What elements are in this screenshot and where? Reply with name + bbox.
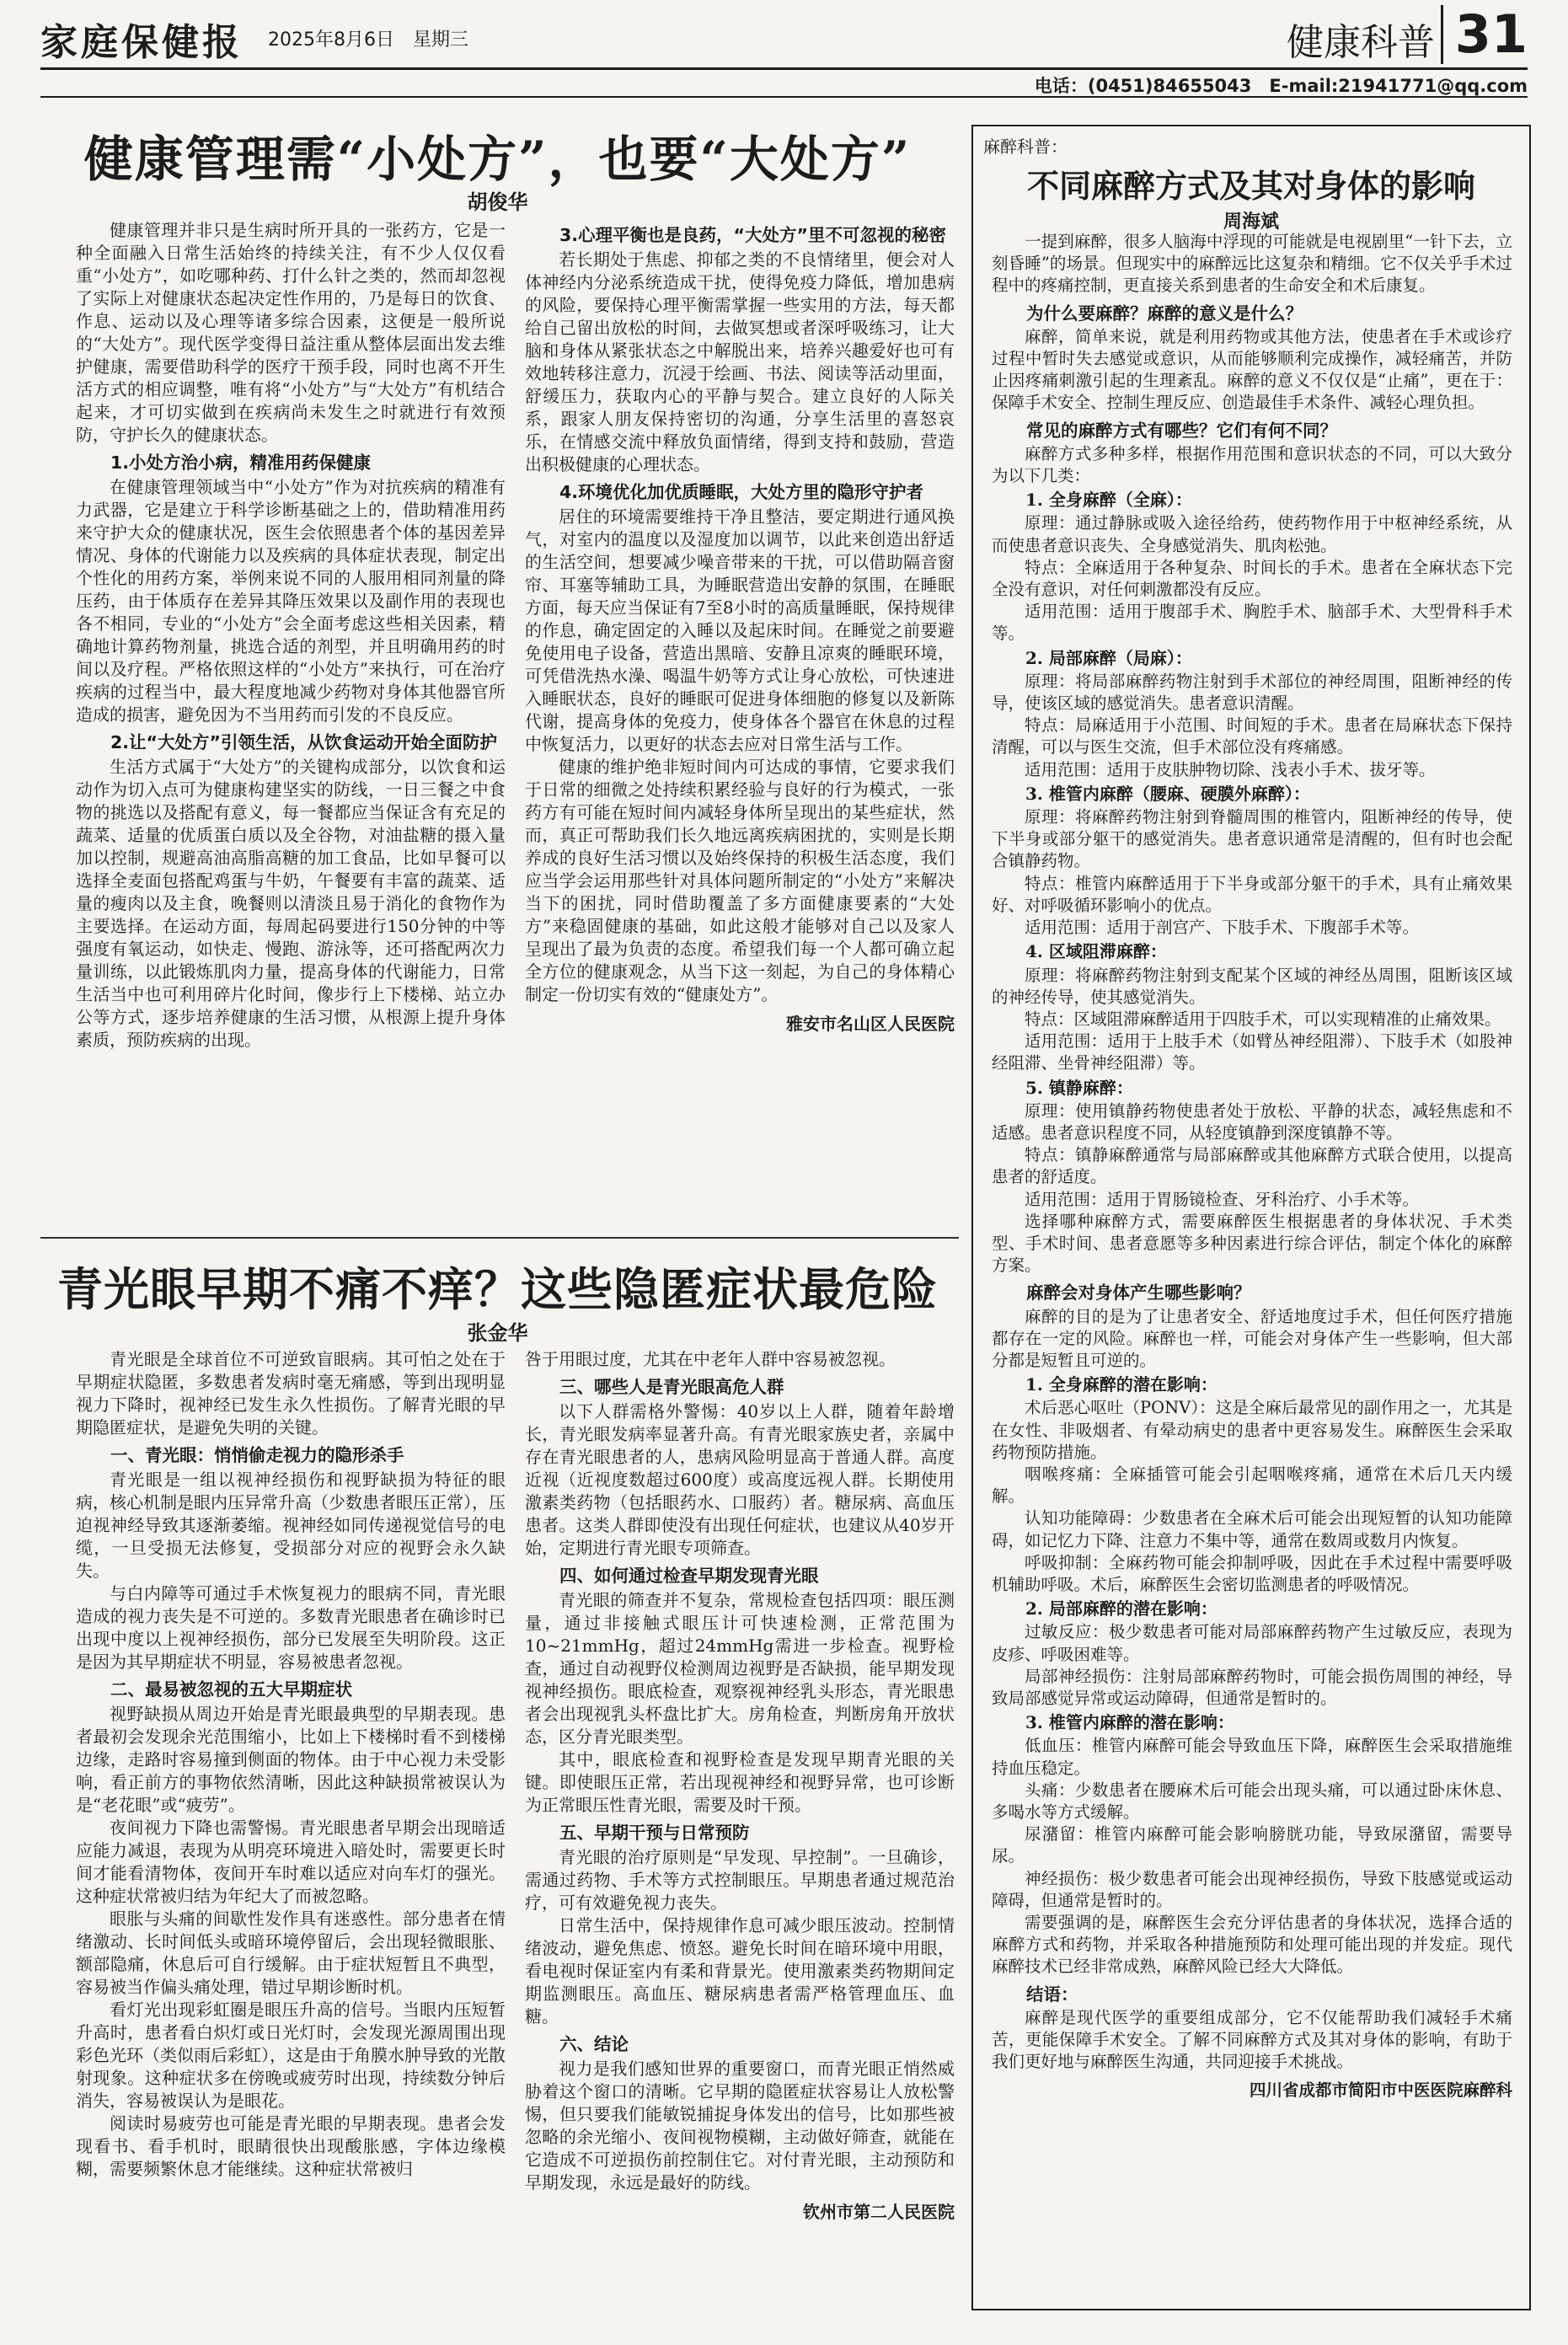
paragraph: 麻醉方式多种多样，根据作用范围和意识状态的不同，可以大致分为以下几类： bbox=[992, 443, 1512, 486]
article-author: 周海斌 bbox=[1223, 211, 1279, 233]
section-title: 健康科普 bbox=[1287, 21, 1435, 64]
paragraph: 其中，眼底检查和视野检查是发现早期青光眼的关键。即使眼压正常，若出现视神经和视野异常，也可诊断为正常眼压性青光眼，需要及时干预。 bbox=[525, 1749, 955, 1815]
paragraph: 咽喉疼痛：全麻插管可能会引起咽喉疼痛，通常在术后几天内缓解。 bbox=[992, 1464, 1512, 1507]
section-heading: 二、最易被忽视的五大早期症状 bbox=[110, 1679, 352, 1700]
author-affiliation: 雅安市名山区人民医院 bbox=[786, 1014, 955, 1034]
paragraph: 与白内障等可通过手术恢复视力的眼病不同，青光眼造成的视力丧失是不可逆的。多数青光眼患者在确诊时已出现中度以上视神经损伤，部分已发展至失明阶段。这正是因为其早期症状不明显，容易被患者忽视。 bbox=[76, 1583, 506, 1672]
paragraph: 居住的环境需要维持干净且整洁，要定期进行通风换气，对室内的温度以及湿度加以调节，以此来创造出舒适的生活空间，想要减少噪音带来的干扰，可以借助隔音窗帘、耳塞等辅助工具，为睡眠营造出安静的氛围，在睡眠方面，每天应当保证有7至8小时的高质量睡眠，保持规律的作息，确定固定的入睡以及起床时间。在睡觉之前要避免使用电子设备，营造出黑暗、安静且凉爽的睡眠环境，可凭借洗热水澡、喝温牛奶等方式让身心放松，可快速进入睡眠状态，良好的睡眠可促进身体细胞的修复以及新陈代谢，提高身体的免疫力，使身体各个器官在休息的过程中恢复活力，以更好的状态去应对日常生活与工作。 bbox=[525, 506, 955, 754]
masthead bbox=[40, 3, 1528, 66]
section-heading: 1.小处方治小病，精准用药保健康 bbox=[110, 452, 372, 473]
paragraph: 眼胀与头痛的间歇性发作具有迷惑性。部分患者在情绪激动、长时间低头或暗环境停留后，会出现轻微眼胀、额部隐痛，休息后可自行缓解。由于症状短暂且不典型，容易被当作偏头痛处理，错过早期诊断时机。 bbox=[76, 1909, 506, 1997]
paragraph-continued: 咎于用眼过度，尤其在中老年人群中容易被忽视。 bbox=[525, 1349, 896, 1369]
section-heading: 三、哪些人是青光眼高危人群 bbox=[559, 1377, 784, 1397]
paragraph: 阅读时易疲劳也可能是青光眼的早期表现。患者会发现看书、看手机时，眼睛很快出现酸胀感，字体边缘模糊，需要频繁休息才能继续。这种症状常被归 bbox=[76, 2113, 506, 2179]
article-column-1 bbox=[76, 219, 506, 1052]
paragraph: 过敏反应：极少数患者可能对局部麻醉药物产生过敏反应，表现为皮疹、呼吸困难等。 bbox=[992, 1622, 1512, 1664]
paragraph: 青光眼是全球首位不可逆致盲眼病。其可怕之处在于早期症状隐匿，多数患者发病时毫无痛感，等到出现明显视力下降时，视神经已发生永久性损伤。了解青光眼的早期隐匿症状，是避免失明的关键。 bbox=[76, 1349, 506, 1438]
article-author: 张金华 bbox=[467, 1321, 528, 1345]
section-heading: 四、如何通过检查早期发现青光眼 bbox=[559, 1566, 819, 1586]
article-anesthesia bbox=[971, 125, 1531, 2310]
paragraph: 麻醉的目的是为了让患者安全、舒适地度过手术，但任何医疗措施都存在一定的风险。麻醉也一样，可能会对身体产生一些影响，但大部分都是短暂且可逆的。 bbox=[992, 1306, 1512, 1370]
page-number: 31 bbox=[1441, 5, 1528, 64]
paragraph: 原理：使用镇静药物使患者处于放松、平静的状态，减轻焦虑和不适感。患者意识程度不同，从轻度镇静到深度镇静不等。 bbox=[992, 1100, 1512, 1143]
contact-line: 电话：(0451)84655043 E-mail:21941771@qq.com bbox=[1034, 76, 1528, 96]
paragraph: 尿潴留：椎管内麻醉可能会影响膀胱功能，导致尿潴留，需要导尿。 bbox=[992, 1824, 1512, 1866]
paragraph: 特点：局麻适用于小范围、时间短的手术。患者在局麻状态下保持清醒，可以与医生交流，但手术部位没有疼痛感。 bbox=[992, 715, 1512, 758]
paragraph: 夜间视力下降也需警惕。青光眼患者早期会出现暗适应能力减退，表现为从明亮环境进入暗处时，需要更长时间才能看清物体，夜间开车时难以适应对向车灯的强光。这种症状常被归结为年纪大了而被忽略。 bbox=[76, 1818, 506, 1906]
article-title: 青光眼早期不痛不痒？这些隐匿症状最危险 bbox=[57, 1262, 938, 1316]
paragraph: 术后恶心呕吐（PONV）：这是全麻后最常见的副作用之一，尤其是在女性、非吸烟者、有晕动病史的患者中更容易发生。麻醉医生会采取药物预防措施。 bbox=[992, 1398, 1512, 1462]
paragraph: 视野缺损从周边开始是青光眼最典型的早期表现。患者最初会发现余光范围缩小，比如上下楼梯时看不到楼梯边缘，走路时容易撞到侧面的物体。由于中心视力未受影响，看正前方的事物依然清晰，因此这种缺损常被误认为是“老花眼”或“疲劳”。 bbox=[76, 1704, 506, 1815]
paper-name: 家庭保健报 bbox=[40, 21, 243, 64]
paragraph: 适用范围：适用于胃肠镜检查、牙科治疗、小手术等。 bbox=[1025, 1189, 1420, 1209]
section-heading: 一、青光眼：悄悄偷走视力的隐形杀手 bbox=[110, 1445, 404, 1465]
subsection-heading: 1. 全身麻醉（全麻）： bbox=[1025, 490, 1192, 511]
paragraph: 青光眼的治疗原则是“早发现、早控制”。一旦确诊，需通过药物、手术等方式控制眼压。早期患者通过规范治疗，可有效避免视力丧失。 bbox=[525, 1847, 955, 1913]
article-health-management bbox=[40, 110, 955, 1247]
paragraph: 特点：镇静麻醉通常与局部麻醉或其他麻醉方式联合使用，以提高患者的舒适度。 bbox=[992, 1145, 1512, 1187]
subsection-heading: 1. 全身麻醉的潜在影响： bbox=[1025, 1374, 1217, 1395]
paragraph: 若长期处于焦虑、抑郁之类的不良情绪里，便会对人体神经内分泌系统造成干扰，使得免疫力降低，增加患病的风险，要保持心理平衡需掌握一些实用的方法，每天都给自己留出放松的时间，去做冥想或者深呼吸练习，让大脑和身体从紧张状态之中解脱出来，培养兴趣爱好也可有效地转移注意力，沉浸于绘画、书法、阅读等活动里面，舒缓压力，获取内心的平静与契合。建立良好的人际关系，跟家人朋友保持密切的沟通，分享生活里的喜怒哀乐，在情感交流中释放负面情绪，得到支持和鼓励，营造出积极健康的心理状态。 bbox=[525, 249, 955, 474]
subsection-heading: 4. 区域阻滞麻醉： bbox=[1025, 941, 1167, 962]
paragraph: 低血压：椎管内麻醉可能会导致血压下降，麻醉医生会采取措施维持血压稳定。 bbox=[992, 1736, 1512, 1778]
section-heading: 为什么要麻醉？麻醉的意义是什么？ bbox=[1026, 302, 1303, 324]
paragraph: 原理：将局部麻醉药物注射到手术部位的神经周围，阻断神经的传导，使该区域的感觉消失。患者意识清醒。 bbox=[992, 671, 1512, 714]
paragraph: 选择哪种麻醉方式，需要麻醉医生根据患者的身体状况、手术类型、手术时间、患者意愿等多种因素进行综合评估，制定个体化的麻醉方案。 bbox=[992, 1211, 1512, 1276]
article-column-1 bbox=[76, 1348, 506, 2224]
paragraph: 麻醉，简单来说，就是利用药物或其他方法，使患者在手术或诊疗过程中暂时失去感觉或意识，从而能够顺利完成操作，减轻痛苦，并防止因疼痛刺激引起的生理紊乱。麻醉的意义不仅仅是“止痛”，更在于：保障手术安全、控制生理反应、创造最佳手术条件、减轻心理负担。 bbox=[992, 326, 1512, 413]
paragraph: 健康的维护绝非短时间内可达成的事情，它要求我们于日常的细微之处持续积累经验与良好的行为模式，一张药方有可能在短时间内减轻身体所呈现出的某些症状，然而，真正可帮助我们长久地远离疾病困扰的，实则是长期养成的良好生活习惯以及始终保持的积极生活态度，我们应当学会运用那些针对具体问题所制定的“小处方”来解决当下的困扰，同时借助覆盖了多方面健康要素的“大处方”来稳固健康的基础，如此这般才能够对自己以及家人呈现出了最为负责的态度。希望我们每一个人都可确立起全方位的健康观念，从当下这一刻起，为自己的身体精心制定一份切实有效的“健康处方”。 bbox=[525, 757, 955, 1004]
paragraph: 头痛：少数患者在腰麻术后可能会出现头痛，可以通过卧床休息、多喝水等方式缓解。 bbox=[992, 1780, 1512, 1823]
paragraph: 特点：全麻适用于各种复杂、时间长的手术。患者在全麻状态下完全没有意识，对任何刺激都没有反应。 bbox=[992, 557, 1512, 600]
article-title: 不同麻醉方式及其对身体的影响 bbox=[1026, 167, 1475, 205]
paragraph: 特点：椎管内麻醉适用于下半身或部分躯干的手术，具有止痛效果好、对呼吸循环影响小的优点。 bbox=[992, 873, 1512, 915]
paragraph: 青光眼的筛查并不复杂，常规检查包括四项：眼压测量，通过非接触式眼压计可快速检测，正常范围为10~21mmHg，超过24mmHg需进一步检查。视野检查，通过自动视野仪检测周边视野是否缺损，能早期发现视神经损伤。眼底检查，观察视神经乳头形态，青光眼患者会出现视乳头杯盘比扩大。房角检查，判断房角开放状态，区分青光眼类型。 bbox=[525, 1590, 955, 1747]
section-heading: 麻醉会对身体产生哪些影响？ bbox=[1026, 1282, 1251, 1304]
paragraph: 认知功能障碍：少数患者在全麻术后可能会出现短暂的认知功能障碍，如记忆力下降、注意力不集中等，通常在数周或数月内恢复。 bbox=[992, 1508, 1512, 1550]
author-affiliation: 钦州市第二人民医院 bbox=[803, 2202, 955, 2222]
paragraph: 原理：将麻醉药物注射到脊髓周围的椎管内，阻断神经的传导，使下半身或部分躯干的感觉消失。患者意识通常是清醒的，但有时也会配合镇静药物。 bbox=[992, 807, 1512, 871]
section-heading: 五、早期干预与日常预防 bbox=[559, 1823, 750, 1843]
subsection-heading: 2. 局部麻醉（局麻）： bbox=[1025, 647, 1192, 668]
subsection-heading: 2. 局部麻醉的潜在影响： bbox=[1025, 1598, 1217, 1620]
paragraph: 以下人群需格外警惕：40岁以上人群，随着年龄增长，青光眼发病率显著升高。有青光眼家族史者，亲属中存在青光眼患者的人，患病风险明显高于普通人群。高度近视（近视度数超过600度）或高度远视人群。长期使用激素类药物（包括眼药水、口服药）者。糖尿病、高血压患者。这类人群即使没有出现任何症状，也建议从40岁开始，定期进行青光眼专项筛查。 bbox=[525, 1401, 955, 1558]
paragraph: 视力是我们感知世界的重要窗口，而青光眼正悄然威胁着这个窗口的清晰。它早期的隐匿症状容易让人放松警惕，但只要我们能敏锐捕捉身体发出的信号，比如那些被忽略的余光缩小、夜间视物模糊，主动做好筛查，就能在它造成不可逆损伤前控制住它。对付青光眼，主动预防和早期发现，永远是最好的防线。 bbox=[525, 2059, 955, 2192]
subsection-heading: 3. 椎管内麻醉（腰麻、硬膜外麻醉）： bbox=[1025, 783, 1310, 804]
paragraph: 适用范围：适用于上肢手术（如臂丛神经阻滞）、下肢手术（如股神经阻滞、坐骨神经阻滞）等。 bbox=[992, 1031, 1512, 1073]
section-heading: 4.环境优化加优质睡眠，大处方里的隐形守护者 bbox=[559, 482, 924, 502]
subsection-heading: 5. 镇静麻醉： bbox=[1025, 1077, 1133, 1098]
masthead-rule bbox=[40, 67, 1528, 70]
paragraph: 需要强调的是，麻醉医生会充分评估患者的身体状况，选择合适的麻醉方式和药物，并采取各种措施预防和处理可能出现的并发症。现代麻醉技术已经非常成熟，麻醉风险已经大大降低。 bbox=[992, 1913, 1512, 1977]
author-affiliation: 四川省成都市简阳市中医医院麻醉科 bbox=[1249, 2080, 1512, 2101]
paragraph: 局部神经损伤：注射局部麻醉药物时，可能会损伤周围的神经，导致局部感觉异常或运动障碍，但通常是暂时的。 bbox=[992, 1666, 1512, 1708]
section-heading: 结语： bbox=[1026, 1984, 1078, 2005]
section-heading: 2.让“大处方”引领生活，从饮食运动开始全面防护 bbox=[110, 732, 497, 752]
paragraph: 原理：将麻醉药物注射到支配某个区域的神经丛周围，阻断该区域的神经传导，使其感觉消失。 bbox=[992, 965, 1512, 1007]
paragraph: 看灯光出现彩虹圈是眼压升高的信号。当眼内压短暂升高时，患者看白炽灯或日光灯时，会发现光源周围出现彩色光环（类似雨后彩虹），这是由于角膜水肿导致的光散射现象。这种症状多在傍晚或疲劳时出现，持续数分钟后消失，容易被误认为是眼花。 bbox=[76, 2000, 506, 2111]
article-title: 健康管理需“小处方”，也要“大处方” bbox=[83, 131, 912, 188]
column-tag: 麻醉科普： bbox=[983, 137, 1068, 157]
paragraph: 一提到麻醉，很多人脑海中浮现的可能就是电视剧里“一针下去，立刻昏睡”的场景。但现实中的麻醉远比这复杂和精细。它不仅关乎手术过程中的疼痛控制，更直接关系到患者的生命安全和术后康复。 bbox=[992, 232, 1512, 296]
paragraph: 日常生活中，保持规律作息可减少眼压波动。控制情绪波动，避免焦虑、愤怒。避免长时间在暗环境中用眼，看电视时保证室内有柔和背景光。使用激素类药物期间定期监测眼压。高血压、糖尿病患者需严格管理血压、血糖。 bbox=[525, 1915, 955, 2026]
paragraph: 原理：通过静脉或吸入途径给药，使药物作用于中枢神经系统，从而使患者意识丧失、全身感觉消失、肌肉松弛。 bbox=[992, 513, 1512, 555]
paragraph: 生活方式属于“大处方”的关键构成部分，以饮食和运动作为切入点可为健康构建坚实的防线，一日三餐之中食物的挑选以及搭配有意义，每一餐都应当保证含有充足的蔬菜、适量的优质蛋白质以及全谷物，对油盐糖的摄入量加以控制，规避高油高脂高糖的加工食品，比如早餐可以选择全麦面包搭配鸡蛋与牛奶，午餐要有丰富的蔬菜、适量的瘦肉以及主食，晚餐则以清淡且易于消化的食物作为主要选择。在运动方面，每周起码要进行150分钟的中等强度有氧运动，如快走、慢跑、游泳等，还可搭配两次力量训练，以此锻炼肌肉力量，提高身体的代谢能力，日常生活当中也可利用碎片化时间，像步行上下楼梯、站立办公等方式，逐步培养健康的生活习惯，从根源上提升身体素质，预防疾病的出现。 bbox=[76, 757, 506, 1050]
article-column-2 bbox=[525, 219, 955, 1052]
paragraph: 在健康管理领域当中“小处方”作为对抗疾病的精准有力武器，它是建立于科学诊断基础之上的，借助精准用药来守护大众的健康状况，医生会依照患者个体的基因差异情况、身体的代谢能力以及疾病的具体症状表现，制定出个性化的用药方案，举例来说不同的人服用相同剂量的降压药，由于体质存在差异其降压效果以及副作用的表现也各不相同，专业的“小处方”会全面考虑这些相关因素，精确地计算药物剂量，挑选合适的剂型，并且明确用药的时间以及疗程。严格依照这样的“小处方”来执行，可在治疗疾病的过程当中，最大程度地减少药物对身体其他器官所造成的损害，避免因为不当用药而引发的不良反应。 bbox=[76, 477, 506, 725]
paragraph: 适用范围：适用于剖宫产、下肢手术、下腹部手术等。 bbox=[1025, 918, 1420, 938]
article-divider bbox=[40, 1237, 959, 1239]
article-glaucoma bbox=[40, 1245, 955, 2324]
paragraph: 特点：区域阻滞麻醉适用于四肢手术，可以实现精准的止痛效果。 bbox=[1025, 1009, 1501, 1029]
paragraph: 神经损伤：极少数患者可能会出现神经损伤，导致下肢感觉或运动障碍，但通常是暂时的。 bbox=[992, 1868, 1512, 1910]
article-author: 胡俊华 bbox=[467, 190, 528, 214]
subsection-heading: 3. 椎管内麻醉的潜在影响： bbox=[1025, 1712, 1234, 1733]
contact-rule bbox=[40, 96, 1528, 98]
section-heading: 六、结论 bbox=[559, 2034, 629, 2054]
paragraph: 青光眼是一组以视神经损伤和视野缺损为特征的眼病，核心机制是眼内压异常升高（少数患者眼压正常），压迫视神经导致其逐渐萎缩。视神经如同传递视觉信号的电缆，一旦受损无法修复，受损部分对应的视野会永久缺失。 bbox=[76, 1470, 506, 1581]
paragraph: 麻醉是现代医学的重要组成部分，它不仅能帮助我们减轻手术痛苦，更能保障手术安全。了解不同麻醉方式及其对身体的影响，有助于我们更好地与麻醉医生沟通，共同迎接手术挑战。 bbox=[992, 2007, 1512, 2072]
issue-date: 2025年8月6日 星期三 bbox=[268, 29, 468, 51]
paragraph: 呼吸抑制：全麻药物可能会抑制呼吸，因此在手术过程中需要呼吸机辅助呼吸。术后，麻醉医生会密切监测患者的呼吸情况。 bbox=[992, 1552, 1512, 1594]
article-column-2 bbox=[525, 1348, 955, 2224]
paragraph: 健康管理并非只是生病时所开具的一张药方，它是一种全面融入日常生活始终的持续关注，有不少人仅仅看重“小处方”，如吃哪种药、打什么针之类的，然而却忽视了实际上对健康状态起决定性作用的，乃是每日的饮食、作息、运动以及心理等诸多综合因素，这便是一般所说的“大处方”。现代医学变得日益注重从整体层面出发去维护健康，需要借助科学的医疗干预手段，同时也离不开生活方式的相应调整，唯有将“小处方”与“大处方”有机结合起来，才可切实做到在疾病尚未发生之时就进行有效预防，守护长久的健康状态。 bbox=[76, 220, 506, 445]
paragraph: 适用范围：适用于皮肤肿物切除、浅表小手术、拔牙等。 bbox=[1025, 759, 1436, 779]
section-heading: 常见的麻醉方式有哪些？它们有何不同？ bbox=[1026, 420, 1337, 441]
section-heading: 3.心理平衡也是良药，“大处方”里不可忽视的秘密 bbox=[559, 225, 946, 245]
paragraph: 适用范围：适用于腹部手术、胸腔手术、脑部手术、大型骨科手术等。 bbox=[992, 602, 1512, 644]
article-body bbox=[992, 231, 1512, 2102]
